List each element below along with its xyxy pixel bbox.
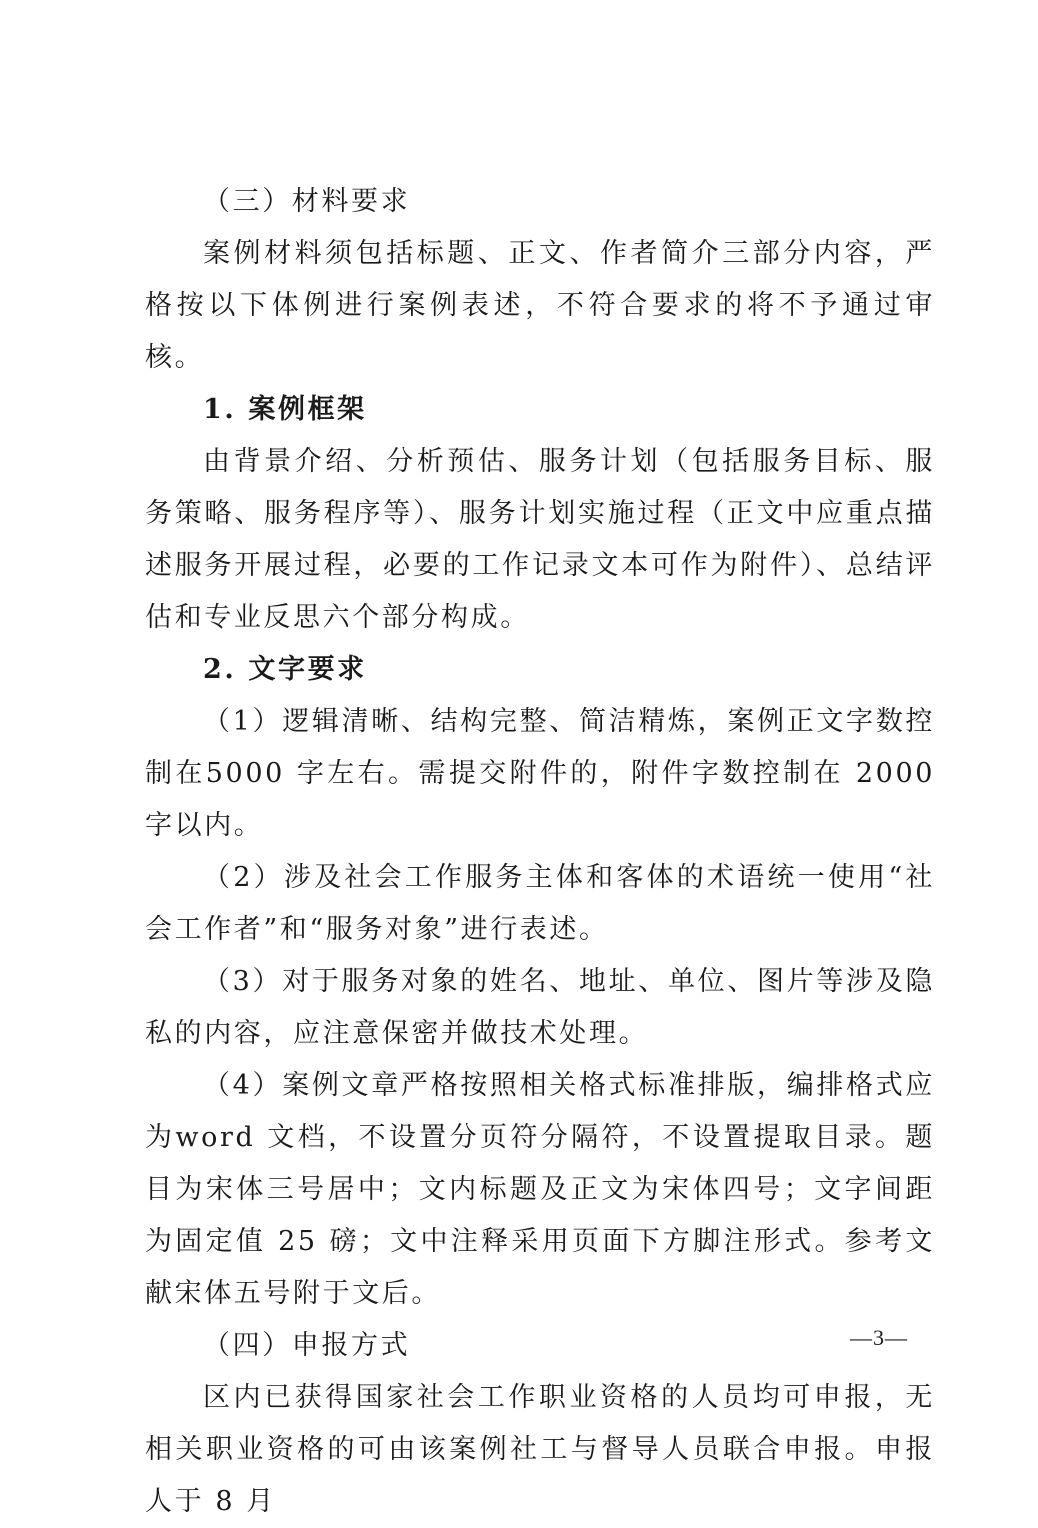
paragraph-submission: 区内已获得国家社会工作职业资格的人员均可申报，无相关职业资格的可由该案例社工与督导人员联合申报。申报人于 8 月 [145, 1382, 935, 1517]
paragraph-materials-intro: 案例材料须包括标题、正文、作者简介三部分内容，严格按以下体例进行案例表述，不符合要求的将不予通过审核。 [145, 238, 935, 373]
section-heading-materials: （三）材料要求 [203, 186, 411, 217]
paragraph-case-framework: 由背景介绍、分析预估、服务计划（包括服务目标、服务策略、服务程序等）、服务计划实施过程（正文中应重点描述服务开展过程，必要的工作记录文本可作为附件）、总结评估和专业反思六个部分构成。 [145, 446, 935, 633]
page-number: —3— [850, 1325, 908, 1350]
document-body [145, 176, 935, 1528]
paragraph-requirement-1: （1）逻辑清晰、结构完整、简洁精炼，案例正文字数控制在5000 字左右。需提交附件的，附件字数控制在 2000 字以内。 [145, 706, 935, 841]
paragraph-requirement-2: （2）涉及社会工作服务主体和客体的术语统一使用“社会工作者”和“服务对象”进行表述。 [145, 862, 935, 945]
subheading-case-framework: 1. 案例框架 [203, 394, 367, 425]
paragraph-requirement-3: （3）对于服务对象的姓名、地址、单位、图片等涉及隐私的内容，应注意保密并做技术处理。 [145, 966, 935, 1049]
section-heading-submission: （四）申报方式 [203, 1330, 411, 1361]
paragraph-requirement-4: （4）案例文章严格按照相关格式标准排版，编排格式应为word 文档，不设置分页符分隔符，不设置提取目录。题目为宋体三号居中；文内标题及正文为宋体四号；文字间距为固定值 25 磅；文中注释采用页面下方脚注形式。参考文献宋体五号附于文后。 [145, 1070, 935, 1309]
subheading-text-requirements: 2. 文字要求 [203, 654, 367, 685]
